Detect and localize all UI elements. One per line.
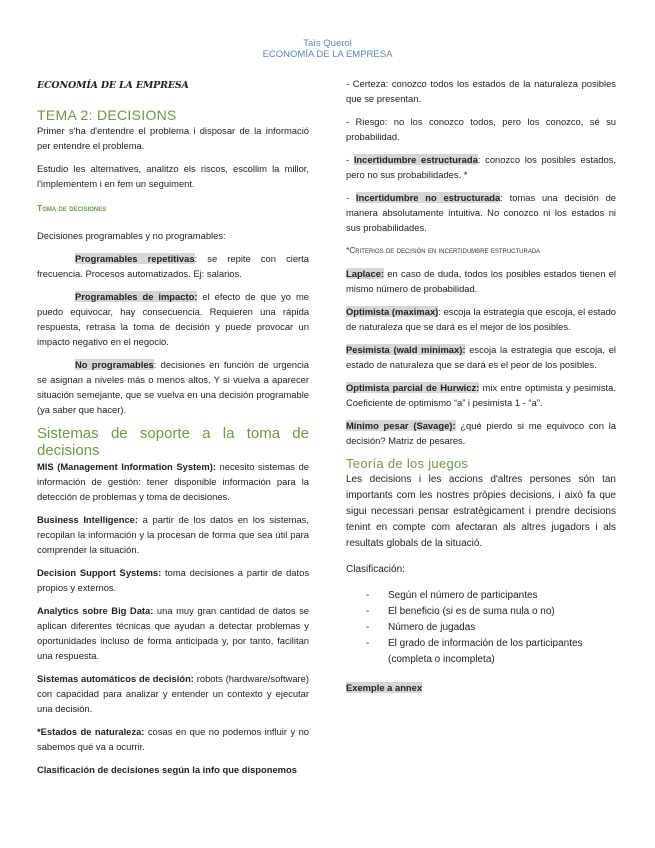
savage-label: Mínimo pesar (Savage): — [346, 420, 456, 431]
intro-paragraph-2: Estudio les alternatives, analitzo els riscos, escollim la millor, l'implementem i en fem un seguiment. — [37, 163, 309, 189]
pesimista-label: Pesimista (wald minimax): — [346, 344, 466, 355]
subject-title: ECONOMÍA DE LA EMPRESA — [262, 49, 393, 60]
teoria-heading: Teoría de los juegos — [346, 456, 469, 471]
bigdata-paragraph — [37, 603, 309, 663]
page-header — [0, 38, 655, 60]
laplace-paragraph — [346, 266, 616, 296]
inc-est-label: Incertidumbre estructurada — [353, 154, 478, 165]
no-prog-text: : decisiones en función de urgencia se asignan a niveles más o menos altos. Y si vuelva a aparecer situación semejante, que se vuelva en una decisión programable (ya saber que hacer). — [37, 359, 309, 415]
no-programables — [37, 357, 309, 417]
author-name: Taïs Querol — [303, 38, 352, 49]
bigdata-label: Analytics sobre Big Data: — [37, 605, 154, 616]
hurwicz-text: mix entre optimista y pesimista. Coeficiente de optimismo “a” i pesimista 1 - “a”. — [346, 382, 616, 408]
dss-paragraph — [37, 565, 309, 595]
auto-text: robots (hardware/software) con capacidad para analizar y entender un contexto y ejecutar una decisión. — [37, 673, 309, 714]
hurwicz-label: Optimista parcial de Hurwicz: — [346, 382, 480, 393]
criterios-heading: *Criterios de decisión en incertidumbre estructurada — [346, 245, 541, 255]
bi-label: Business Intelligence: — [37, 514, 139, 525]
optimista-paragraph — [346, 304, 616, 334]
optimista-text: : escoja la estrategia que escoja, el estado de naturaleza que se dará es el mejor de los posibles. — [346, 306, 616, 332]
estados-label: *Estados de naturaleza: — [37, 726, 145, 737]
mis-label: MIS (Management Information System): — [37, 461, 216, 472]
mis-text: necesito sistemas de información de gestión: tener disponible información para la detección de problemas y toma de decisiones. — [37, 461, 309, 502]
course-title: ECONOMÍA DE LA EMPRESA — [37, 80, 189, 91]
sistemas-heading: Sistemas de soporte a la toma de decisions — [37, 425, 309, 459]
incertidumbre-no-estructurada-item: - Incertidumbre no estructurada: tomas una decisión de manera absolutamente intuitiva. No conozco ni los estados ni sus probabilidades. — [346, 192, 616, 233]
bi-paragraph — [37, 512, 309, 557]
mis-paragraph — [37, 459, 309, 504]
incertidumbre-estructurada-item: - Incertidumbre estructurada: conozco los posibles estados, pero no sus probabilidades. * — [346, 154, 616, 180]
prog-rep-label: Programables repetitivas — [75, 253, 195, 264]
programables-impacto — [37, 289, 309, 349]
prog-imp-text: el efecto de que yo me puedo equivocar, hay consecuencia. Requieren una rápida respuesta, retrasa la toma de decisión y puede provocar un impacto negativo en el negocio. — [37, 291, 309, 347]
pesimista-paragraph — [346, 342, 616, 372]
prog-imp-label: Programables de impacto: — [75, 291, 198, 302]
inc-noest-label: Incertidumbre no estructurada — [355, 192, 501, 203]
teoria-paragraph: Les decisions i les accions d'altres persones són tan importants com les nostres pròpies decisions, i això fa que sigui necessari pensar estratègicament i prendre decisions tenint en compte com afectaran als altres jugadors i als resultats globals de la situació. — [346, 474, 616, 549]
bi-text: a partir de los datos en los sistemas, recopilan la información y la procesan de forma que sea útil para comprender la situación. — [37, 514, 309, 555]
prog-rep-text: : se repite con cierta frecuencia. Procesos automatizados. Ej: salarios. — [37, 253, 310, 279]
inc-est-text: : conozco los posibles estados, pero no sus probabilidades. * — [346, 154, 616, 180]
list-item: - El grado de información de los participantes (completa o incompleta) — [366, 636, 616, 668]
intro-paragraph-1: Primer s'ha d'entendre el problema i disposar de la informació per entendre el problema. — [37, 125, 309, 151]
savage-paragraph — [346, 418, 616, 448]
savage-text: ¿qué pierdo si me equivoco con la decisión? Matriz de pesares. — [346, 420, 616, 446]
no-prog-label: No programables — [75, 359, 154, 370]
auto-label: Sistemas automáticos de decisión: — [37, 673, 194, 684]
pesimista-text: escoja la estrategia que escoja, el estado de naturaleza que se dará es el peor de los posibles. — [346, 344, 616, 370]
dss-label: Decision Support Systems: — [37, 567, 162, 578]
laplace-text: en caso de duda, todos los posibles estados tienen el mismo número de probabilidad. — [346, 268, 616, 294]
left-column — [37, 76, 309, 777]
estados-paragraph — [37, 724, 309, 754]
toma-heading: Toma de decisiones — [37, 203, 107, 213]
programables-repetitivas — [37, 251, 309, 281]
right-column — [346, 76, 616, 695]
auto-paragraph — [37, 671, 309, 716]
tema-title: TEMA 2: DECISIONS — [37, 107, 177, 123]
dss-text: toma decisiones a partir de datos propios y externos. — [37, 567, 310, 593]
optimista-label: Optimista (maximax) — [346, 306, 439, 317]
riesgo-item: - Riesgo: no los conozco todos, pero los conozco, sé su probabilidad. — [346, 116, 616, 142]
clasificacion-label: Clasificación: — [346, 564, 405, 575]
laplace-label: Laplace: — [346, 268, 385, 279]
bigdata-text: una muy gran cantidad de datos se aplican diferentes técnicas que ayudan a detectar problemas y oportunidades incluso de forma anticipada y, por tanto, facilitan una respuesta. — [37, 605, 309, 661]
clasificacion-list — [366, 588, 616, 668]
list-item: - Número de jugadas — [366, 620, 616, 636]
exemple-label: Exemple a annex — [346, 682, 423, 693]
list-item: - Según el número de participantes — [366, 588, 616, 604]
estados-text: cosas en que no podemos influir y no sabemos qué va a ocurrir. — [37, 726, 309, 752]
decisiones-intro: Decisiones programables y no programables: — [37, 230, 226, 241]
clasificacion-heading — [37, 762, 309, 777]
list-item: - El beneficio (si es de suma nula o no) — [366, 604, 616, 620]
inc-noest-text: : tomas una decisión de manera absolutamente intuitiva. No conozco ni los estados ni sus probabilidades. — [346, 192, 616, 233]
hurwicz-paragraph — [346, 380, 616, 410]
clasif-label: Clasificación de decisiones según la info que disponemos — [37, 764, 297, 775]
certeza-item: - Certeza: conozco todos los estados de la naturaleza posibles que se presentan. — [346, 78, 616, 104]
exemple-line — [346, 680, 616, 695]
